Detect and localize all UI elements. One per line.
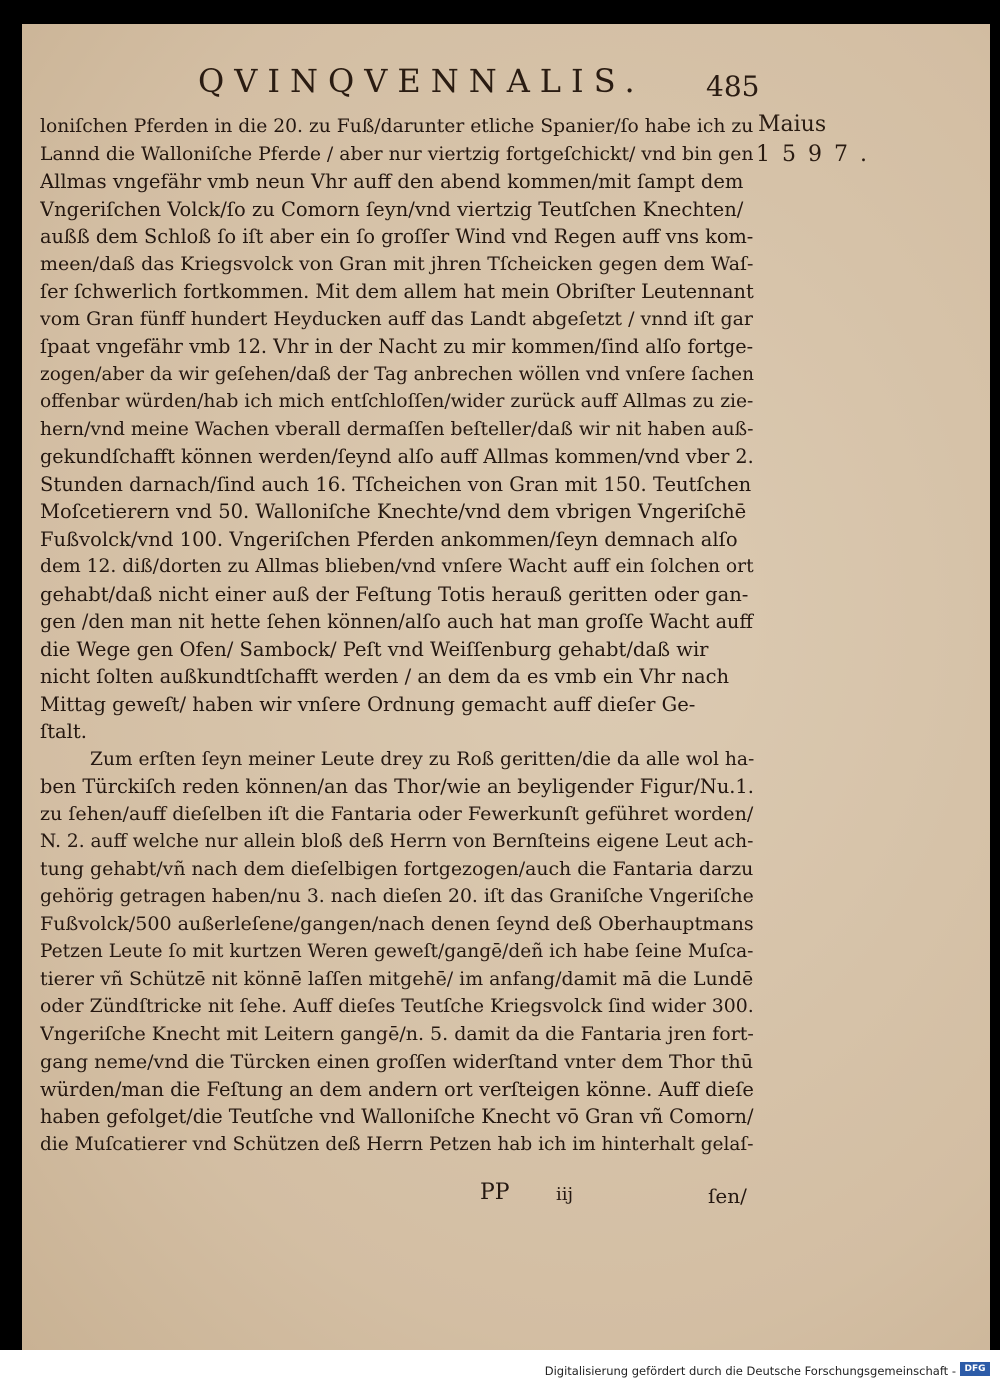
- page-number: 485: [706, 70, 760, 103]
- text-line: meen/daß das Kriegsvolck von Gran mit jhren Tſcheicken gegen dem Waſ-: [40, 252, 754, 275]
- text-line: Zum erſten ſeyn meiner Leute drey zu Roß geritten/die da alle wol ha-: [90, 748, 754, 770]
- text-line: hern/vnd meine Wachen vberall dermaſſen beſteller/daß wir nit haben auß-: [40, 418, 754, 440]
- text-line: Allmas vngefähr vmb neun Vhr auff den abend kommen/mit ſampt dem: [40, 170, 744, 193]
- text-line: ſtalt.: [40, 720, 87, 743]
- text-line: Lannd die Walloniſche Pferde / aber nur viertzig fortgeſchickt/ vnd bin gen: [40, 143, 754, 165]
- body-text: [40, 113, 754, 1158]
- text-line: gekundſchafft können werden/ſeynd alſo auff Allmas kommen/vnd vber 2.: [40, 445, 754, 468]
- text-line: zogen/aber da wir geſehen/daß der Tag anbrechen wöllen vnd vnſere ſachen: [40, 363, 754, 385]
- text-line: gang neme/vnd die Türcken einen groſſen widerſtand vnter dem Thor thū: [40, 1050, 753, 1073]
- text-line: Mittag geweſt/ haben wir vnſere Ordnung gemacht auff dieſer Ge-: [40, 692, 696, 716]
- text-line: Stunden darnach/ſind auch 16. Tſcheichen von Gran mit 150. Teutſchen: [40, 472, 752, 496]
- page-footer: [480, 1180, 760, 1220]
- text-line: die Wege gen Ofen/ Sambock/ Peſt vnd Weiſſenburg gehabt/daß wir: [40, 637, 709, 661]
- text-line: N. 2. auff welche nur allein bloß deß Herrn von Bernſteins eigene Leut ach-: [40, 831, 754, 852]
- text-line: Fußvolck/vnd 100. Vngeriſchen Pferden ankommen/ſeyn demnach alſo: [40, 527, 738, 551]
- text-line: gen /den man nit hette ſehen können/alſo auch hat man groſſe Wacht auff: [40, 610, 753, 633]
- text-line: ben Türckiſch reden können/an das Thor/wie an beyligender Figur/Nu.1.: [40, 775, 754, 798]
- text-line: offenbar würden/hab ich mich entſchloſſen/wider zurück auff Allmas zu zie-: [40, 391, 754, 412]
- text-line: haben gefolget/die Teutſche vnd Walloniſche Knecht vō Gran vñ Comorn/: [40, 1105, 754, 1128]
- text-line: gehabt/daß nicht einer auß der Feſtung Totis herauß geritten oder gan-: [40, 582, 749, 606]
- text-line: Vngeriſche Knecht mit Leitern gangē/n. 5. damit da die Fantaria jren fort-: [40, 1022, 754, 1045]
- text-line: würden/man die Feſtung an dem andern ort verſteigen könne. Auff dieſe: [40, 1077, 754, 1101]
- text-line: die Muſcatierer vnd Schützen deß Herrn Petzen hab ich im hinterhalt gelaſ-: [40, 1133, 754, 1155]
- text-line: vom Gran fünff hundert Heyducken auff das Landt abgeſetzt / vnnd iſt gar: [40, 307, 753, 330]
- signature-mark: PP: [480, 1180, 510, 1205]
- text-line: tung gehabt/vñ nach dem dieſelbigen fortgezogen/auch die Fantaria darzu: [40, 857, 754, 880]
- text-line: gehörig getragen haben/nu 3. nach dieſen 20. iſt das Graniſche Vngeriſche: [40, 886, 754, 907]
- text-line: ſer ſchwerlich fortkommen. Mit dem allem hat mein Obriſter Leutennant: [40, 280, 754, 303]
- text-line: tierer vñ Schützē nit könnē laſſen mitgehē/ im anfang/damit mā die Lundē: [40, 967, 754, 990]
- signature-number: iij: [556, 1184, 574, 1205]
- text-line: oder Zündſtricke nit ſehe. Auff dieſes Teutſche Kriegsvolck ſind wider 300.: [40, 995, 754, 1017]
- text-line: Petzen Leute ſo mit kurtzen Weren geweſt/gangē/deñ ich habe ſeine Muſca-: [40, 941, 754, 962]
- text-line: Moſcetierern vnd 50. Walloniſche Knechte/vnd dem vbrigen Vngeriſchē: [40, 500, 747, 523]
- text-line: dem 12. diß/dorten zu Allmas blieben/vnd vnſere Wacht auff ein ſolchen ort: [40, 556, 754, 577]
- margin-note: [756, 110, 879, 170]
- margin-note-month: Maius: [758, 112, 827, 137]
- text-line: ſpaat vngefähr vmb 12. Vhr in der Nacht zu mir kommen/ſind alſo fortge-: [40, 335, 754, 358]
- dfg-logo: DFG: [960, 1362, 990, 1376]
- running-title: QVINQVENNALIS.: [198, 62, 645, 100]
- credit-text: Digitalisierung gefördert durch die Deutsche Forschungsgemeinschaft -: [544, 1364, 956, 1378]
- text-line: zu ſehen/auff dieſelben iſt die Fantaria oder Fewerkunſt geführet worden/: [40, 802, 754, 825]
- margin-note-year: 1597.: [756, 142, 879, 167]
- catchword: ſen/: [708, 1184, 747, 1208]
- text-line: Vngeriſchen Volck/ſo zu Comorn ſeyn/vnd viertzig Teutſchen Knechten/: [40, 197, 744, 221]
- text-line: außß dem Schloß ſo iſt aber ein ſo groſſer Wind vnd Regen auff vns kom-: [40, 225, 754, 248]
- text-line: nicht ſolten außkundtſchafft werden / an dem da es vmb ein Vhr nach: [40, 665, 730, 688]
- text-line: Fußvolck/500 außerleſene/gangen/nach denen ſeynd deß Oberhauptmans: [40, 912, 754, 935]
- text-line: loniſchen Pferden in die 20. zu Fuß/darunter etliche Spanier/ſo habe ich zu: [40, 116, 754, 137]
